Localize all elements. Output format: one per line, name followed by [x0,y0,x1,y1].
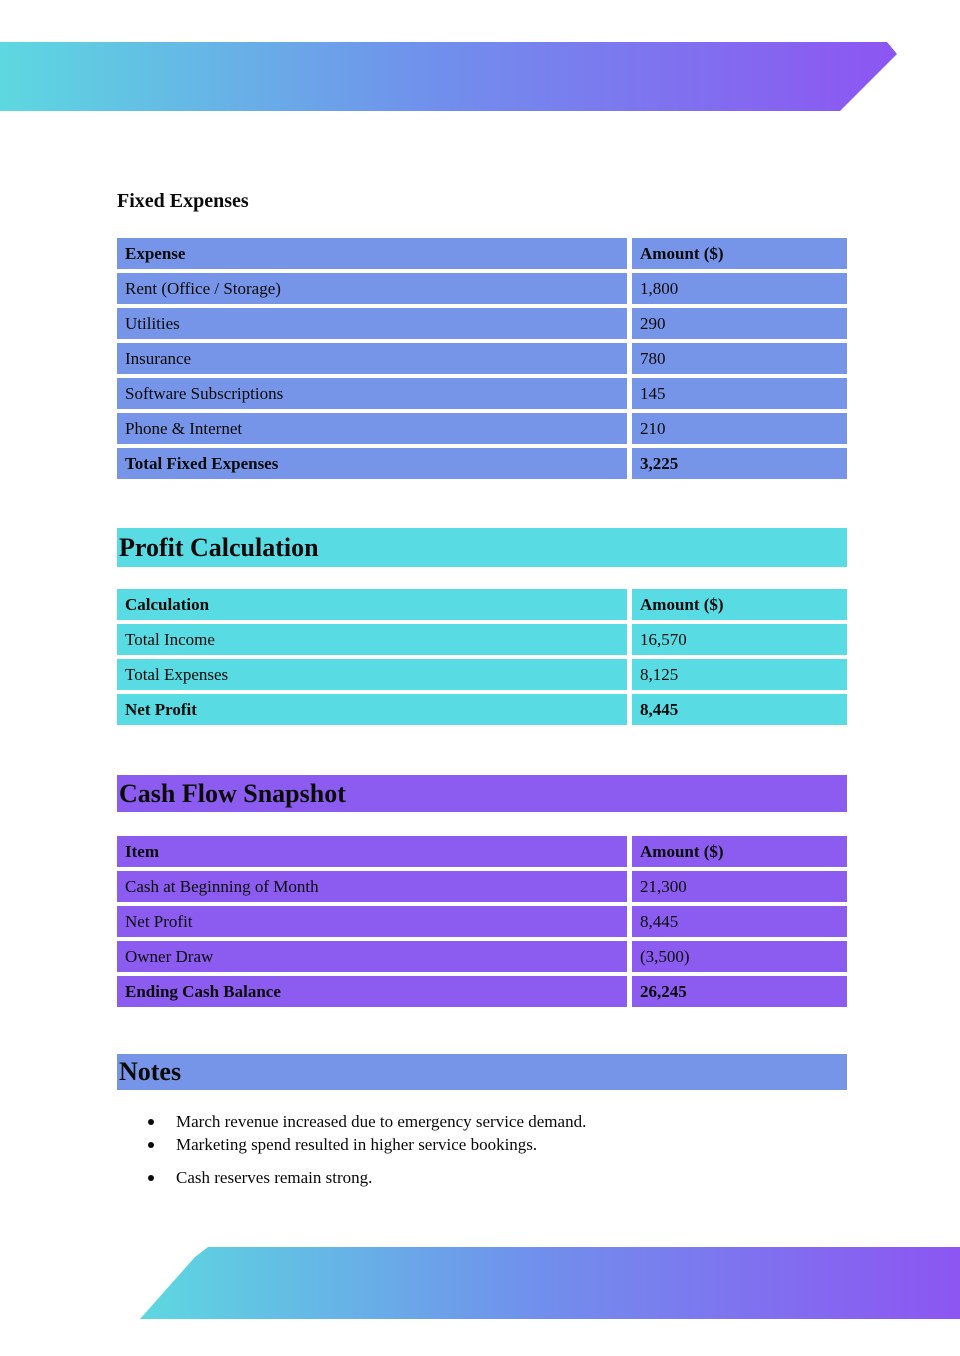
item-label: Owner Draw [117,941,627,972]
note-text: Cash reserves remain strong. [176,1168,373,1187]
item-label: Net Profit [117,906,627,937]
table-row [117,941,847,972]
list-item [146,1166,806,1189]
cash-flow-heading-bar [117,775,847,812]
column-header-amount: Amount ($) [632,238,847,269]
calculation-label: Total Expenses [117,659,627,690]
table-header-row [117,589,847,620]
calculation-label: Total Income [117,624,627,655]
expense-amount: 145 [632,378,847,409]
ending-balance-amount: 26,245 [632,976,847,1007]
calculation-amount: 16,570 [632,624,847,655]
column-header-item: Item [117,836,627,867]
column-header-expense: Expense [117,238,627,269]
table-row [117,378,847,409]
bullet-icon [148,1119,154,1125]
expense-label: Software Subscriptions [117,378,627,409]
bottom-banner-graphic [140,1247,960,1319]
profit-calculation-heading-bar [117,528,847,567]
section-heading: Profit Calculation [119,532,319,562]
top-banner-graphic [0,42,897,111]
column-header-amount: Amount ($) [632,589,847,620]
expense-amount: 1,800 [632,273,847,304]
table-total-row [117,694,847,725]
table-row [117,343,847,374]
section-heading: Cash Flow Snapshot [119,778,346,808]
table-row [117,659,847,690]
expense-label: Phone & Internet [117,413,627,444]
expense-label: Rent (Office / Storage) [117,273,627,304]
table-total-row [117,976,847,1007]
column-header-calculation: Calculation [117,589,627,620]
table-row [117,273,847,304]
notes-heading-bar [117,1054,847,1090]
note-text: Marketing spend resulted in higher service bookings. [176,1135,538,1154]
table-total-row [117,448,847,479]
note-text: March revenue increased due to emergency service demand. [176,1112,587,1131]
net-profit-amount: 8,445 [632,694,847,725]
table-row [117,308,847,339]
fixed-expenses-table [117,238,847,483]
fixed-expenses-heading: Fixed Expenses [117,190,249,212]
total-amount: 3,225 [632,448,847,479]
table-row [117,906,847,937]
expense-label: Utilities [117,308,627,339]
list-item [146,1110,806,1133]
notes-list [146,1110,806,1189]
bullet-icon [148,1142,154,1148]
expense-amount: 780 [632,343,847,374]
expense-amount: 290 [632,308,847,339]
section-heading: Notes [119,1057,182,1086]
item-amount: 8,445 [632,906,847,937]
table-row [117,871,847,902]
expense-amount: 210 [632,413,847,444]
net-profit-label: Net Profit [117,694,627,725]
column-header-amount: Amount ($) [632,836,847,867]
item-amount: (3,500) [632,941,847,972]
item-amount: 21,300 [632,871,847,902]
cash-flow-table [117,836,847,1011]
calculation-amount: 8,125 [632,659,847,690]
list-item [146,1133,806,1156]
total-label: Total Fixed Expenses [117,448,627,479]
table-row [117,624,847,655]
expense-label: Insurance [117,343,627,374]
table-row [117,413,847,444]
table-header-row [117,836,847,867]
table-header-row [117,238,847,269]
bullet-icon [148,1175,154,1181]
ending-balance-label: Ending Cash Balance [117,976,627,1007]
profit-calculation-table [117,589,847,729]
item-label: Cash at Beginning of Month [117,871,627,902]
